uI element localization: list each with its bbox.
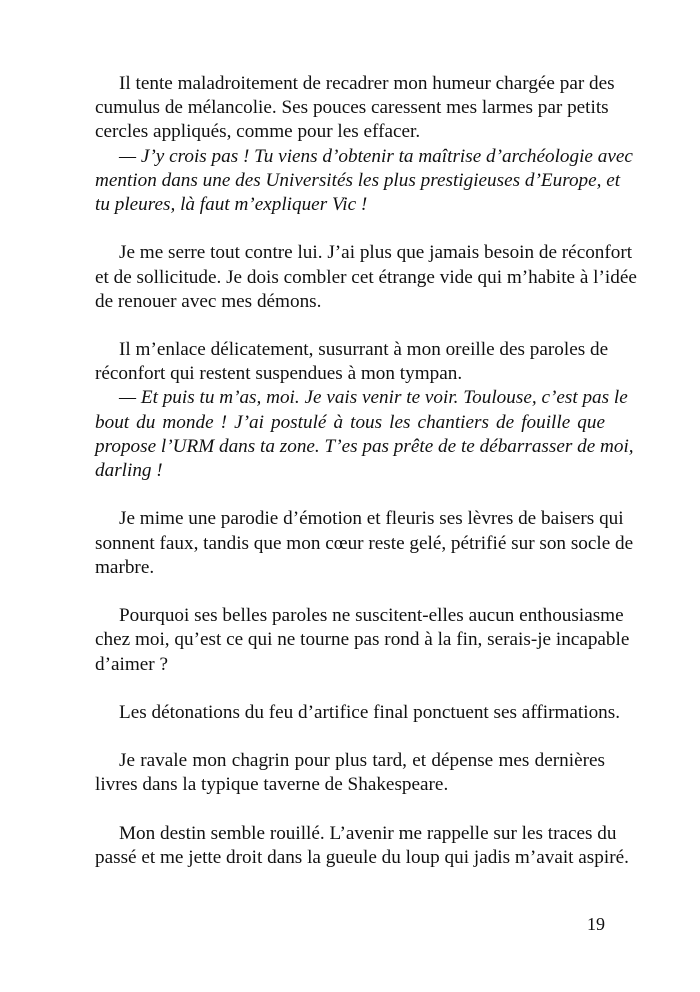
text-line: sonnent faux, tandis que mon cœur reste gelé, pétrifié sur son socle de <box>95 532 634 554</box>
text-line: Mon destin semble rouillé. L’avenir me rappelle sur les traces du <box>119 822 617 844</box>
paragraph-spacer <box>95 677 605 701</box>
dialogue-paragraph <box>95 386 634 483</box>
text-line: livres dans la typique taverne de Shakespeare. <box>95 774 449 796</box>
paragraph <box>95 749 605 797</box>
text-line: réconfort qui restent suspendues à mon tympan. <box>95 363 463 385</box>
page-body <box>95 72 637 870</box>
paragraph-spacer <box>95 725 605 749</box>
text-line: Je mime une parodie d’émotion et fleuris ses lèvres de baisers qui <box>119 508 624 530</box>
paragraph <box>95 822 629 870</box>
paragraph-spacer <box>95 580 605 604</box>
paragraph-spacer <box>95 798 605 822</box>
text-line: passé et me jette droit dans la gueule du loup qui jadis m’avait aspiré. <box>95 847 629 868</box>
dialogue-line: — J’y crois pas ! Tu viens d’obtenir ta maîtrise d’archéologie avec <box>119 145 633 167</box>
text-line: Il m’enlace délicatement, susurrant à mon oreille des paroles de <box>119 339 609 361</box>
dialogue-line: tu pleures, là faut m’expliquer Vic ! <box>95 193 368 215</box>
paragraph <box>95 338 609 386</box>
dialogue-line: propose l’URM dans ta zone. T’es pas prête de te débarrasser de moi, <box>95 435 634 457</box>
text-line: chez moi, qu’est ce qui ne tourne pas rond à la fin, serais-je incapable <box>95 629 630 651</box>
paragraph <box>95 72 615 145</box>
text-line: cumulus de mélancolie. Ses pouces caressent mes larmes par petits <box>95 97 609 119</box>
text-line: et de sollicitude. Je dois combler cet étrange vide qui m’habite à l’idée <box>95 266 637 288</box>
text-line: d’aimer ? <box>95 653 168 675</box>
text-line: marbre. <box>95 556 155 578</box>
dialogue-line: bout du monde ! J’ai postulé à tous les chantiers de fouille que <box>95 411 605 433</box>
paragraph <box>95 604 630 677</box>
page-number: 19 <box>587 914 605 934</box>
text-line: cercles appliqués, comme pour les effacer. <box>95 121 421 143</box>
text-line: de renouer avec mes démons. <box>95 290 322 312</box>
paragraph <box>95 507 634 580</box>
paragraph-spacer <box>95 483 605 507</box>
text-line: Pourquoi ses belles paroles ne suscitent-elles aucun enthousiasme <box>119 605 624 627</box>
text-line: Je ravale mon chagrin pour plus tard, et dépense mes dernières <box>119 750 605 772</box>
paragraph <box>95 241 637 314</box>
paragraph <box>95 701 621 725</box>
dialogue-paragraph <box>95 145 633 218</box>
dialogue-line: mention dans une des Universités les plus prestigieuses d’Europe, et <box>95 169 621 191</box>
text-line: Je me serre tout contre lui. J’ai plus que jamais besoin de réconfort <box>119 242 633 264</box>
paragraph-spacer <box>95 314 605 338</box>
text-line: Il tente maladroitement de recadrer mon humeur chargée par des <box>119 73 615 94</box>
dialogue-line: — Et puis tu m’as, moi. Je vais venir te voir. Toulouse, c’est pas le <box>119 387 628 409</box>
dialogue-line: darling ! <box>95 460 163 481</box>
text-line: Les détonations du feu d’artifice final ponctuent ses affirmations. <box>119 701 621 723</box>
paragraph-spacer <box>95 217 605 241</box>
